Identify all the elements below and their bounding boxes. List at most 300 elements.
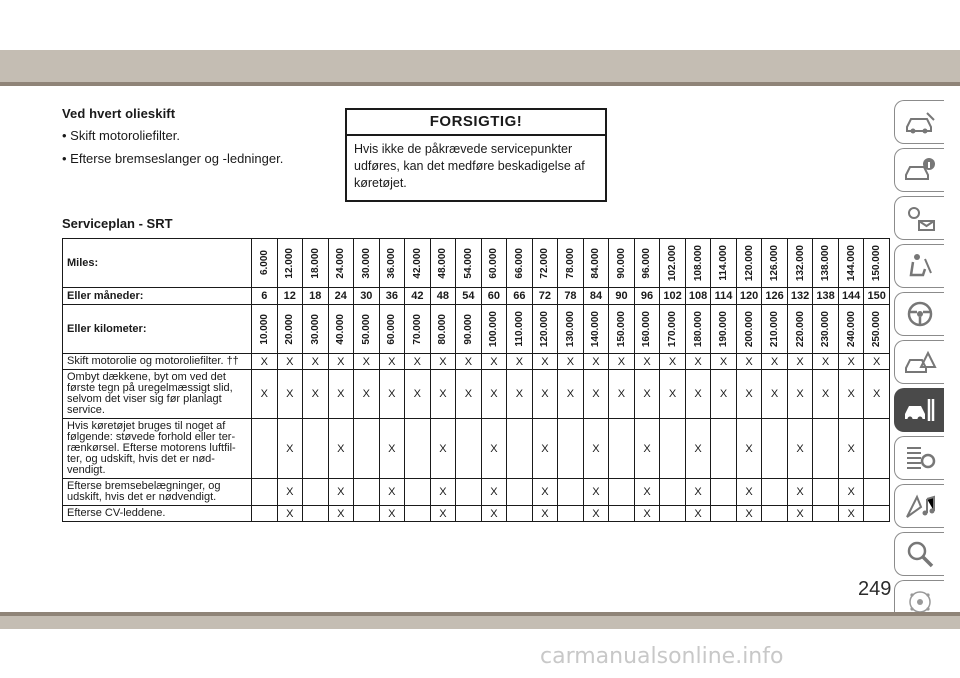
service-mark: X	[277, 419, 303, 479]
km-value-text: 160.000	[641, 310, 653, 348]
miles-value	[864, 239, 890, 288]
service-mark: X	[379, 354, 405, 370]
miles-value	[277, 239, 303, 288]
service-mark: X	[532, 370, 558, 419]
km-value	[354, 305, 380, 354]
service-mark	[507, 506, 533, 522]
months-value: 36	[379, 288, 405, 305]
miles-value	[609, 239, 635, 288]
km-value-text: 10.000	[258, 313, 270, 345]
miles-value-text: 102.000	[667, 244, 678, 282]
service-mark: X	[430, 419, 456, 479]
months-row	[63, 288, 890, 305]
months-value: 96	[634, 288, 660, 305]
service-mark: X	[787, 419, 813, 479]
service-mark: X	[481, 419, 507, 479]
miles-value-text: 120.000	[743, 244, 755, 282]
table-row	[63, 354, 890, 370]
km-value-text: 200.000	[743, 310, 755, 348]
km-value	[328, 305, 354, 354]
service-mark: X	[685, 370, 711, 419]
km-value	[532, 305, 558, 354]
service-mark: X	[813, 370, 839, 419]
tab-warning-lights[interactable]	[894, 196, 944, 240]
warning-lights-icon	[903, 203, 937, 233]
months-value: 6	[252, 288, 278, 305]
miles-value	[583, 239, 609, 288]
service-mark: X	[328, 506, 354, 522]
caution-text: Hvis ikke de påkrævede servicepunkter udføres, kan det medføre beskadigelse af køretøjet.	[354, 142, 585, 190]
miles-value-text: 12.000	[284, 247, 296, 279]
miles-value-text: 30.000	[360, 247, 372, 279]
service-mark: X	[864, 370, 890, 419]
km-value-text: 80.000	[437, 313, 449, 345]
bullet-item: • Skift motoroliefilter.	[62, 128, 180, 143]
miles-value	[685, 239, 711, 288]
header-band	[0, 50, 960, 82]
miles-value	[481, 239, 507, 288]
months-value: 120	[736, 288, 762, 305]
service-mark: X	[685, 419, 711, 479]
service-mark	[609, 506, 635, 522]
service-mark: X	[481, 506, 507, 522]
miles-value-text: 138.000	[820, 244, 832, 282]
service-mark: X	[456, 354, 482, 370]
km-value	[405, 305, 431, 354]
service-mark	[711, 419, 737, 479]
service-mark	[303, 419, 329, 479]
km-value	[838, 305, 864, 354]
km-value-text: 130.000	[564, 310, 576, 348]
service-schedule-table	[62, 238, 890, 522]
months-value: 126	[762, 288, 788, 305]
service-mark	[405, 506, 431, 522]
service-mark	[456, 419, 482, 479]
miles-value-text: 72.000	[539, 247, 551, 279]
caution-box	[345, 108, 607, 202]
service-mark: X	[481, 354, 507, 370]
service-mark	[405, 479, 431, 506]
miles-value-text: 18.000	[309, 247, 321, 279]
km-value-text: 170.000	[667, 310, 678, 348]
service-mark	[558, 419, 584, 479]
service-mark: X	[354, 354, 380, 370]
miles-value	[787, 239, 813, 288]
service-mark	[405, 419, 431, 479]
service-mark	[252, 479, 278, 506]
service-mark: X	[252, 354, 278, 370]
music-nav-icon	[903, 491, 937, 521]
km-value	[277, 305, 303, 354]
tab-info[interactable]	[894, 148, 944, 192]
miles-value	[762, 239, 788, 288]
service-mark	[813, 506, 839, 522]
service-mark: X	[838, 506, 864, 522]
tab-specifications[interactable]	[894, 436, 944, 480]
service-mark: X	[634, 506, 660, 522]
km-value-text: 110.000	[513, 311, 525, 347]
service-mark: X	[660, 370, 686, 419]
service-mark: X	[838, 479, 864, 506]
months-value: 108	[685, 288, 711, 305]
miles-value-text: 48.000	[437, 247, 449, 279]
km-value	[303, 305, 329, 354]
service-mark: X	[379, 506, 405, 522]
months-value: 54	[456, 288, 482, 305]
header-rule	[0, 82, 960, 86]
table-row	[63, 506, 890, 522]
service-mark: X	[736, 479, 762, 506]
months-value: 78	[558, 288, 584, 305]
service-mark: X	[813, 354, 839, 370]
service-mark: X	[405, 370, 431, 419]
km-value	[430, 305, 456, 354]
months-value: 138	[813, 288, 839, 305]
km-value-text: 30.000	[309, 313, 321, 345]
service-mark: X	[609, 370, 635, 419]
km-value-text: 220.000	[794, 310, 806, 348]
service-mark: X	[685, 506, 711, 522]
service-item-label: Efterse CV-leddene.	[63, 506, 252, 522]
miles-value	[813, 239, 839, 288]
car-emergency-icon	[903, 347, 937, 377]
miles-value	[736, 239, 762, 288]
service-mark	[864, 419, 890, 479]
service-mark	[507, 479, 533, 506]
service-mark	[303, 479, 329, 506]
km-value-text: 180.000	[692, 310, 704, 348]
months-value: 18	[303, 288, 329, 305]
table-row	[63, 370, 890, 419]
service-mark: X	[762, 354, 788, 370]
km-value	[379, 305, 405, 354]
miles-value	[303, 239, 329, 288]
km-value-text: 70.000	[411, 313, 423, 345]
miles-value	[430, 239, 456, 288]
chapter-sidebar	[894, 100, 950, 628]
service-item-label: Hvis køretøjet bruges til noget af følgende: støvede forhold eller ter-rænkørsel. Efterse motorens luftfil-ter, og udskift, hvis det er nød-vendigt.	[63, 419, 252, 479]
service-mark	[507, 419, 533, 479]
miles-value	[379, 239, 405, 288]
miles-value-text: 150.000	[871, 244, 883, 282]
service-mark: X	[277, 479, 303, 506]
service-mark: X	[303, 354, 329, 370]
service-mark: X	[481, 479, 507, 506]
miles-value-text: 126.000	[769, 244, 781, 282]
service-mark: X	[864, 354, 890, 370]
km-value-text: 100.000	[488, 310, 500, 348]
km-value	[252, 305, 278, 354]
service-item-label: Ombyt dækkene, byt om ved det første tegn på uregelmæssigt slid, selvom det viser sig før planlagt service.	[63, 370, 252, 419]
miles-value	[456, 239, 482, 288]
km-value	[583, 305, 609, 354]
tab-airbag[interactable]	[894, 244, 944, 288]
service-mark	[762, 506, 788, 522]
miles-value	[354, 239, 380, 288]
miles-value	[558, 239, 584, 288]
service-mark	[864, 506, 890, 522]
km-value	[685, 305, 711, 354]
miles-value-text: 54.000	[462, 247, 474, 279]
miles-value-text: 60.000	[488, 247, 500, 279]
service-mark: X	[787, 479, 813, 506]
bullet-list	[62, 128, 283, 174]
service-mark	[456, 506, 482, 522]
service-mark: X	[507, 354, 533, 370]
service-mark	[303, 506, 329, 522]
page-number: 249	[858, 578, 892, 600]
car-wrench-icon	[903, 395, 937, 425]
tab-dashboard[interactable]	[894, 100, 944, 144]
months-label: Eller måneder:	[63, 288, 252, 305]
list-gear-icon	[903, 443, 937, 473]
miles-value-text: 114.000	[718, 245, 730, 281]
service-mark: X	[787, 354, 813, 370]
service-mark: X	[379, 370, 405, 419]
months-value: 90	[609, 288, 635, 305]
miles-value	[405, 239, 431, 288]
service-mark: X	[328, 419, 354, 479]
service-mark	[813, 419, 839, 479]
service-mark: X	[507, 370, 533, 419]
miles-value	[507, 239, 533, 288]
service-mark: X	[277, 370, 303, 419]
km-value-text: 90.000	[462, 313, 474, 345]
service-item-label: Skift motorolie og motoroliefilter. ††	[63, 354, 252, 370]
service-mark: X	[762, 370, 788, 419]
km-value	[787, 305, 813, 354]
car-info-icon	[903, 155, 937, 185]
service-mark	[762, 419, 788, 479]
service-mark: X	[430, 370, 456, 419]
service-mark	[456, 479, 482, 506]
miles-value-text: 144.000	[845, 244, 857, 282]
table-title: Serviceplan - SRT	[62, 216, 173, 231]
service-mark: X	[277, 506, 303, 522]
service-mark	[762, 479, 788, 506]
months-value: 48	[430, 288, 456, 305]
months-value: 102	[660, 288, 686, 305]
service-mark: X	[532, 419, 558, 479]
service-mark: X	[379, 419, 405, 479]
tab-search[interactable]	[894, 532, 944, 576]
service-mark: X	[354, 370, 380, 419]
service-mark: X	[583, 370, 609, 419]
miles-value	[838, 239, 864, 288]
miles-value	[252, 239, 278, 288]
service-mark	[711, 506, 737, 522]
miles-value	[634, 239, 660, 288]
service-mark: X	[558, 370, 584, 419]
service-mark	[660, 506, 686, 522]
months-value: 42	[405, 288, 431, 305]
service-mark: X	[303, 370, 329, 419]
km-value	[813, 305, 839, 354]
service-mark: X	[532, 506, 558, 522]
service-mark: X	[481, 370, 507, 419]
service-mark	[252, 419, 278, 479]
service-mark: X	[634, 370, 660, 419]
service-mark: X	[328, 479, 354, 506]
service-mark: X	[685, 354, 711, 370]
service-mark: X	[583, 419, 609, 479]
tab-service-maintenance[interactable]	[894, 388, 944, 432]
service-mark	[558, 506, 584, 522]
service-mark: X	[736, 370, 762, 419]
months-value: 114	[711, 288, 737, 305]
km-value-text: 210.000	[769, 310, 781, 348]
service-mark: X	[430, 506, 456, 522]
service-mark	[660, 419, 686, 479]
service-mark: X	[558, 354, 584, 370]
service-mark: X	[456, 370, 482, 419]
section-heading: Ved hvert olieskift	[62, 106, 176, 121]
service-mark: X	[252, 370, 278, 419]
service-item-label: Efterse bremsebelægninger, og udskift, hvis det er nødvendigt.	[63, 479, 252, 506]
service-mark: X	[736, 354, 762, 370]
miles-value-text: 78.000	[564, 247, 576, 279]
km-value	[481, 305, 507, 354]
service-mark: X	[711, 354, 737, 370]
km-value-text: 140.000	[590, 310, 602, 348]
km-value-text: 190.000	[718, 310, 730, 348]
airbag-seat-icon	[903, 251, 937, 281]
miles-value	[328, 239, 354, 288]
service-mark: X	[532, 354, 558, 370]
service-mark: X	[634, 419, 660, 479]
km-row	[63, 305, 890, 354]
tab-emergency[interactable]	[894, 340, 944, 384]
months-value: 60	[481, 288, 507, 305]
months-value: 144	[838, 288, 864, 305]
service-mark: X	[838, 370, 864, 419]
service-mark: X	[634, 354, 660, 370]
service-mark: X	[583, 506, 609, 522]
miles-value	[711, 239, 737, 288]
km-value-text: 60.000	[386, 313, 398, 345]
service-mark	[354, 479, 380, 506]
miles-value-text: 42.000	[411, 247, 423, 279]
car-dashboard-icon	[903, 107, 937, 137]
service-mark: X	[405, 354, 431, 370]
months-value: 12	[277, 288, 303, 305]
km-value-text: 150.000	[615, 310, 627, 348]
tab-multimedia[interactable]	[894, 484, 944, 528]
miles-value-text: 36.000	[386, 247, 398, 279]
km-value	[711, 305, 737, 354]
km-value	[736, 305, 762, 354]
service-mark: X	[711, 370, 737, 419]
miles-label: Miles:	[63, 239, 252, 288]
km-value	[558, 305, 584, 354]
km-value	[762, 305, 788, 354]
km-value-text: 250.000	[871, 310, 883, 348]
miles-value	[660, 239, 686, 288]
service-mark: X	[328, 354, 354, 370]
service-mark: X	[787, 370, 813, 419]
months-value: 24	[328, 288, 354, 305]
km-value-text: 20.000	[284, 313, 296, 345]
km-value	[634, 305, 660, 354]
service-mark	[354, 506, 380, 522]
service-mark: X	[532, 479, 558, 506]
service-mark	[609, 479, 635, 506]
service-mark: X	[583, 354, 609, 370]
service-mark: X	[328, 370, 354, 419]
service-mark: X	[430, 479, 456, 506]
service-mark	[813, 479, 839, 506]
months-value: 66	[507, 288, 533, 305]
magnifier-icon	[903, 539, 937, 569]
months-value: 30	[354, 288, 380, 305]
km-value-text: 40.000	[335, 313, 347, 345]
service-mark: X	[277, 354, 303, 370]
service-mark	[660, 479, 686, 506]
service-mark: X	[838, 354, 864, 370]
footer-band	[0, 616, 960, 629]
miles-value-text: 108.000	[692, 244, 704, 282]
km-value-text: 230.000	[820, 310, 832, 348]
miles-value-text: 6.000	[258, 250, 270, 276]
km-value	[507, 305, 533, 354]
miles-value-text: 96.000	[641, 247, 653, 279]
km-label: Eller kilometer:	[63, 305, 252, 354]
miles-value	[532, 239, 558, 288]
table-row	[63, 479, 890, 506]
steering-wheel-icon	[903, 299, 937, 329]
km-value-text: 240.000	[845, 310, 857, 348]
service-mark: X	[736, 506, 762, 522]
service-mark	[609, 419, 635, 479]
service-mark	[711, 479, 737, 506]
service-mark	[252, 506, 278, 522]
service-mark: X	[379, 479, 405, 506]
service-mark: X	[787, 506, 813, 522]
tab-driving[interactable]	[894, 292, 944, 336]
service-mark: X	[430, 354, 456, 370]
months-value: 150	[864, 288, 890, 305]
service-mark: X	[685, 479, 711, 506]
service-mark	[354, 419, 380, 479]
service-mark: X	[634, 479, 660, 506]
km-value	[456, 305, 482, 354]
km-value-text: 120.000	[539, 310, 551, 348]
km-value	[609, 305, 635, 354]
service-mark	[864, 479, 890, 506]
watermark: carmanualsonline.info	[540, 644, 784, 669]
months-value: 84	[583, 288, 609, 305]
months-value: 132	[787, 288, 813, 305]
km-value	[660, 305, 686, 354]
miles-value-text: 66.000	[513, 247, 525, 279]
service-mark: X	[838, 419, 864, 479]
service-mark: X	[609, 354, 635, 370]
service-mark: X	[736, 419, 762, 479]
caution-title: FORSIGTIG!	[347, 110, 605, 136]
miles-value-text: 24.000	[335, 247, 347, 279]
table-row	[63, 419, 890, 479]
bullet-item: • Efterse bremseslanger og -ledninger.	[62, 151, 284, 166]
miles-value-text: 90.000	[615, 247, 627, 279]
service-mark: X	[583, 479, 609, 506]
miles-row	[63, 239, 890, 288]
miles-value-text: 132.000	[794, 244, 806, 282]
service-mark: X	[660, 354, 686, 370]
service-mark	[558, 479, 584, 506]
miles-value-text: 84.000	[590, 247, 602, 279]
months-value: 72	[532, 288, 558, 305]
km-value	[864, 305, 890, 354]
